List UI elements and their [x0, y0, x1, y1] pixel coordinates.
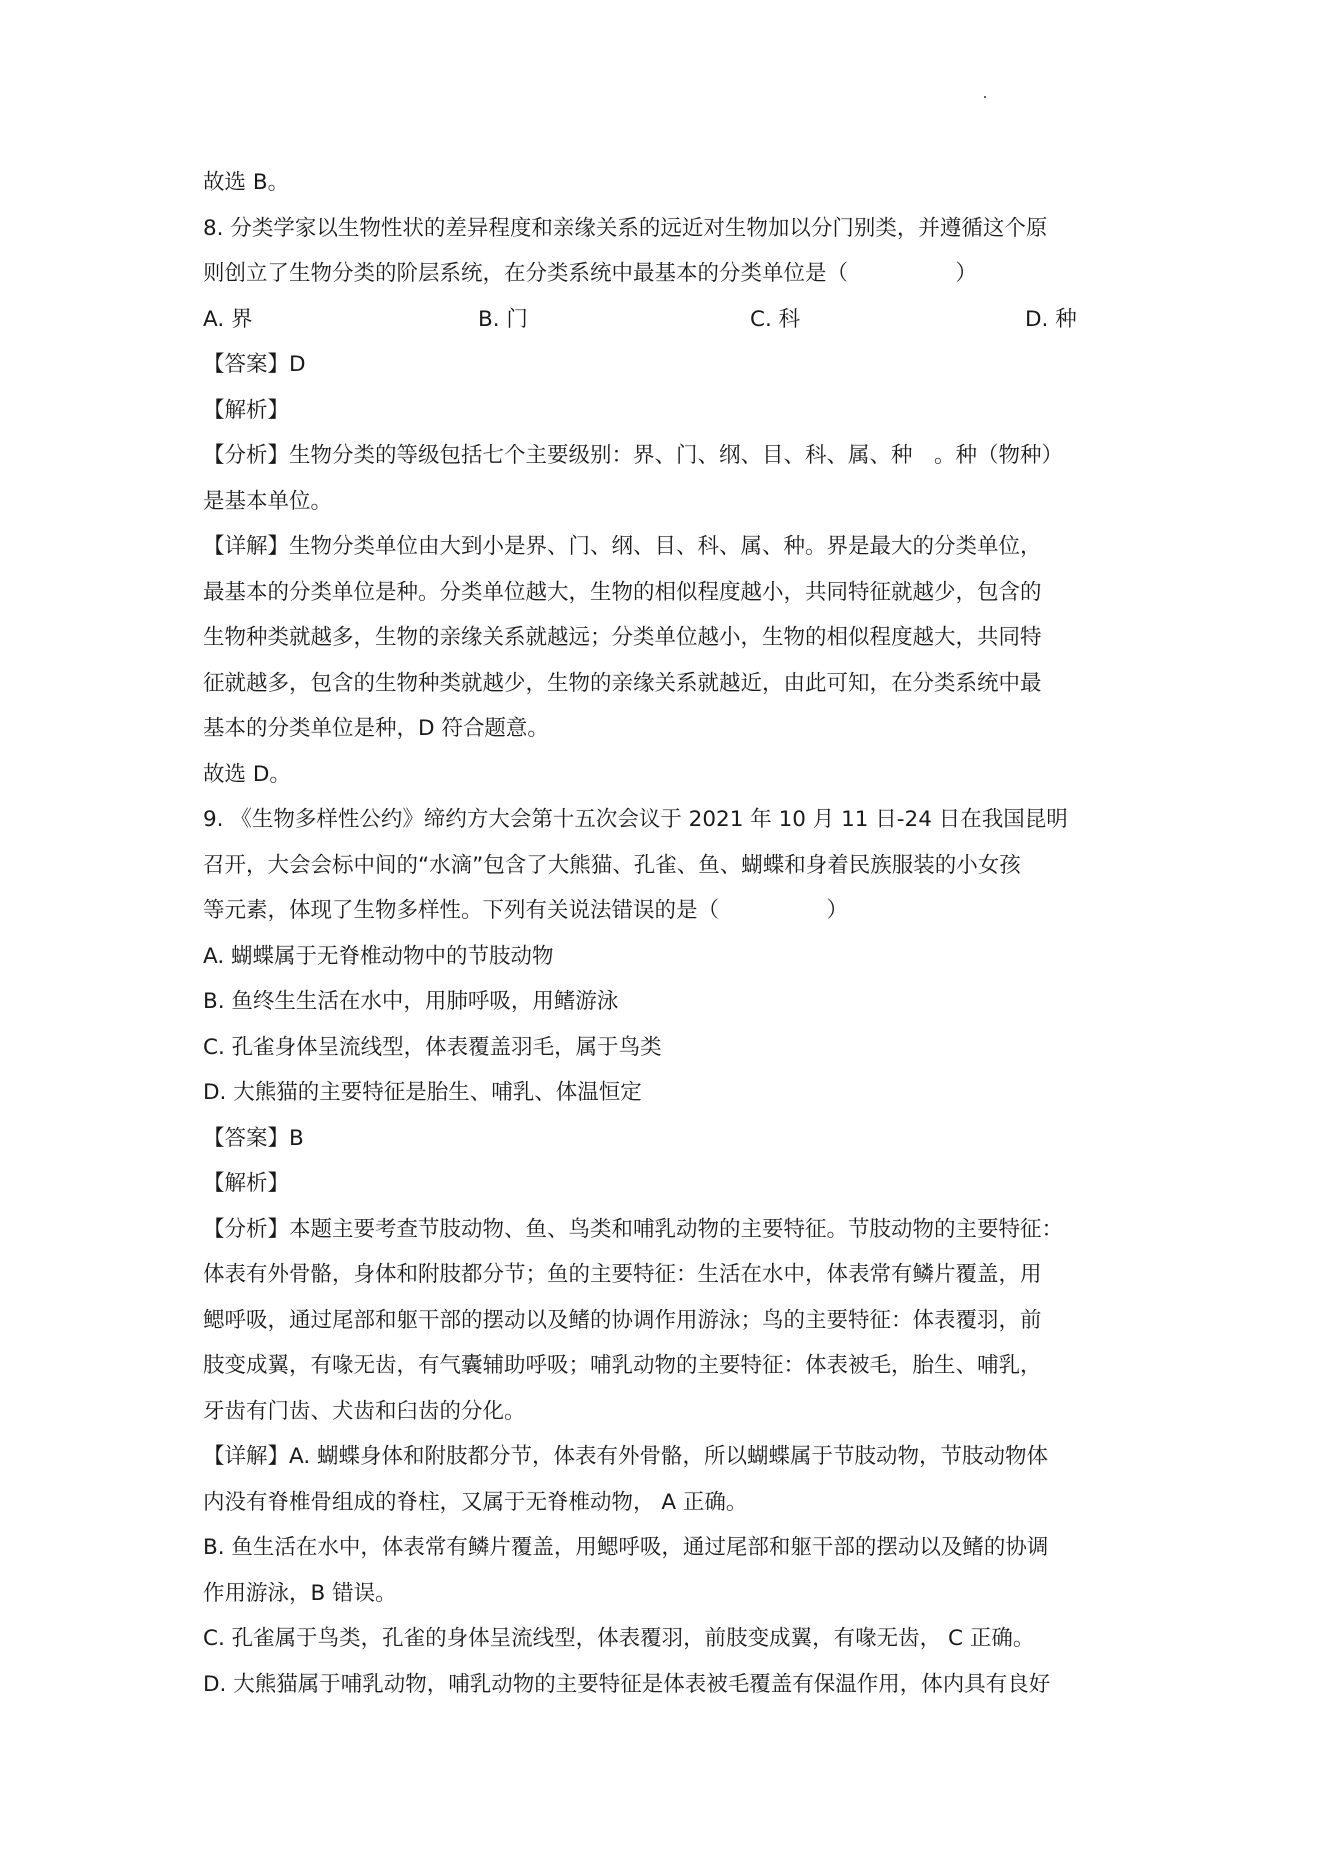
text-line: 征就越多，包含的生物种类就越少，生物的亲缘关系就越近，由此可知，在分类系统中最 — [203, 670, 1042, 696]
text-line: 【答案】B — [203, 1125, 304, 1151]
text-line: 召开，大会会标中间的“水滴”包含了大熊猫、孔雀、鱼、蝴蝶和身着民族服装的小女孩 — [203, 852, 1021, 878]
page-speck — [984, 96, 986, 98]
q8-option-b: B. 门 — [478, 306, 528, 332]
text-line: B. 鱼终生生活在水中，用肺呼吸，用鳍游泳 — [203, 989, 619, 1014]
text-line: 鳃呼吸，通过尾部和躯干部的摆动以及鳍的协调作用游泳；鸟的主要特征：体表覆羽，前 — [203, 1307, 1042, 1333]
text-line: 9. 《生物多样性公约》缔约方大会第十五次会议于 2021 年 10 月 11 日-24 日在我国昆明 — [203, 807, 1068, 832]
q8-options — [203, 297, 1123, 343]
text-line: C. 孔雀身体呈流线型，体表覆盖羽毛，属于鸟类 — [203, 1034, 662, 1060]
text-line: 体表有外骨骼，身体和附肢都分节；鱼的主要特征：生活在水中，体表常有鳞片覆盖，用 — [203, 1262, 1042, 1287]
text-line: 作用游泳，B 错误。 — [203, 1580, 397, 1606]
text-line: 内没有脊椎骨组成的脊柱，又属于无脊椎动物， A 正确。 — [203, 1489, 748, 1515]
text-line: 故选 B。 — [203, 170, 290, 195]
text-line: 【详解】A. 蝴蝶身体和附肢都分节，体表有外骨骼，所以蝴蝶属于节肢动物，节肢动物体 — [203, 1444, 1049, 1469]
text-line: 是基本单位。 — [203, 488, 333, 514]
text-line: 肢变成翼，有喙无齿，有气囊辅助呼吸；哺乳动物的主要特征：体表被毛，胎生、哺乳， — [203, 1353, 1042, 1378]
text-line: 【分析】本题主要考查节肢动物、鱼、鸟类和哺乳动物的主要特征。节肢动物的主要特征： — [203, 1216, 1064, 1242]
document-text — [203, 160, 1123, 1707]
text-line: 最基本的分类单位是种。分类单位越大，生物的相似程度越小，共同特征就越少，包含的 — [203, 579, 1042, 605]
text-line: 8. 分类学家以生物性状的差异程度和亲缘关系的远近对生物加以分门别类，并遵循这个原 — [203, 215, 1048, 241]
text-line: 等元素，体现了生物多样性。下列有关说法错误的是（ ） — [203, 898, 849, 923]
text-line: 则创立了生物分类的阶层系统，在分类系统中最基本的分类单位是（ ） — [203, 261, 978, 286]
text-line: C. 孔雀属于鸟类，孔雀的身体呈流线型，体表覆羽，前肢变成翼，有喙无齿， C 正确。 — [203, 1626, 1035, 1651]
text-line: 【解析】 — [203, 1171, 290, 1196]
text-line: 【解析】 — [203, 397, 290, 423]
text-line: 故选 D。 — [203, 761, 291, 787]
text-line: D. 大熊猫的主要特征是胎生、哺乳、体温恒定 — [203, 1080, 642, 1105]
text-line: D. 大熊猫属于哺乳动物，哺乳动物的主要特征是体表被毛覆盖有保温作用，体内具有良好 — [203, 1671, 1051, 1697]
q8-option-c: C. 科 — [750, 306, 801, 332]
q8-option-a: A. 界 — [203, 306, 253, 332]
q8-option-d: D. 种 — [1025, 306, 1077, 332]
text-line: 牙齿有门齿、犬齿和臼齿的分化。 — [203, 1398, 526, 1424]
text-line: A. 蝴蝶属于无脊椎动物中的节肢动物 — [203, 943, 554, 969]
text-line: 【详解】生物分类单位由大到小是界、门、纲、目、科、属、种。界是最大的分类单位， — [203, 534, 1042, 559]
text-line: 【分析】生物分类的等级包括七个主要级别：界、门、纲、目、科、属、种 。种（物种） — [203, 443, 1064, 468]
text-line: 生物种类就越多，生物的亲缘关系就越远；分类单位越小，生物的相似程度越大，共同特 — [203, 625, 1042, 650]
text-line: B. 鱼生活在水中，体表常有鳞片覆盖，用鳃呼吸，通过尾部和躯干部的摆动以及鳍的协调 — [203, 1535, 1049, 1560]
text-line: 基本的分类单位是种，D 符合题意。 — [203, 716, 549, 741]
text-line: 【答案】D — [203, 352, 306, 377]
